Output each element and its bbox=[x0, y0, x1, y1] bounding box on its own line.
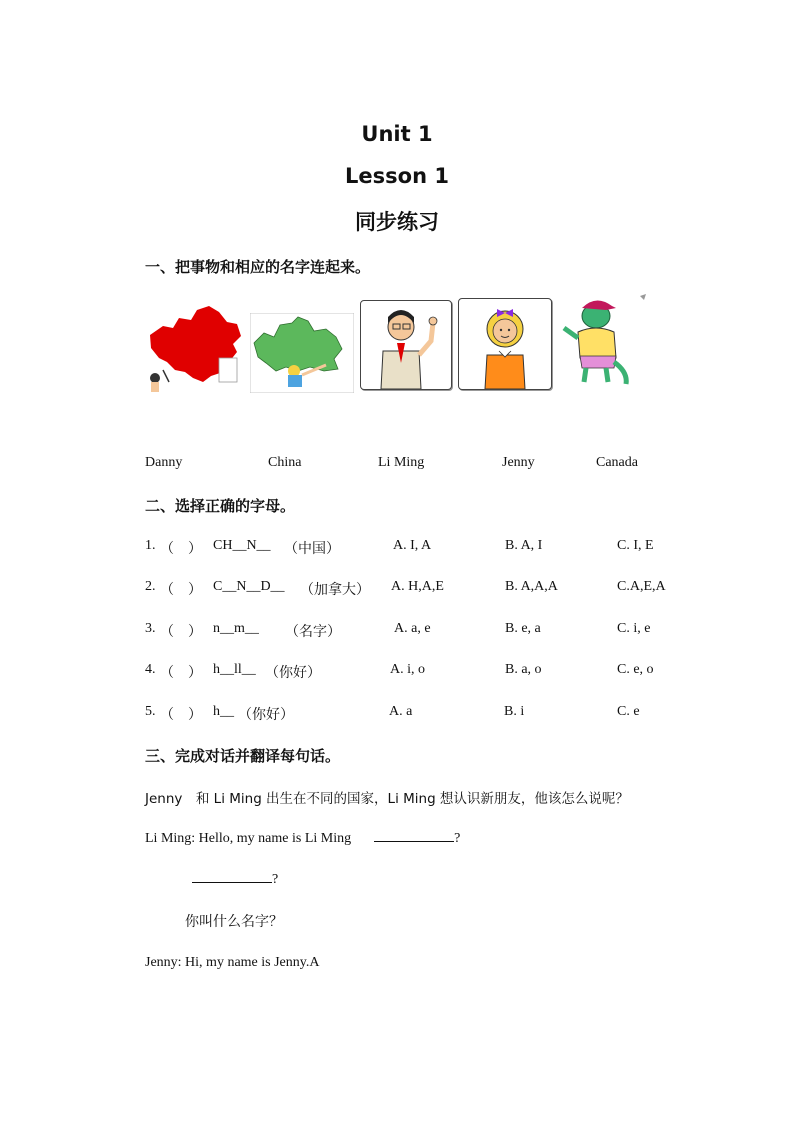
option-c: C. i, e bbox=[617, 621, 651, 636]
option-c: C. e, o bbox=[617, 662, 654, 677]
question-word: C__N__D__ bbox=[213, 579, 285, 594]
question-number: 3. bbox=[145, 621, 156, 636]
dialogue-line-li-ming bbox=[145, 829, 460, 847]
question-number: 1. bbox=[145, 538, 156, 553]
question-word: h__ll__ bbox=[213, 662, 256, 677]
question-mark: ? bbox=[272, 872, 279, 887]
dialogue-text: Li Ming: Hello, my name is Li Ming bbox=[145, 831, 352, 846]
option-c: C.A,E,A bbox=[617, 579, 666, 594]
answer-paren: （ ） bbox=[160, 665, 202, 681]
question-word: n__m__ bbox=[213, 621, 259, 636]
page-subtitle: 同步练习 bbox=[355, 210, 439, 234]
option-a: A. i, o bbox=[390, 662, 425, 677]
dialogue-intro: Jenny 和 Li Ming 出生在不同的国家，Li Ming 想认识新朋友，他该怎么说呢？ bbox=[145, 791, 629, 807]
option-b: B. A,A,A bbox=[505, 579, 558, 594]
name-jenny: Jenny bbox=[502, 455, 535, 470]
answer-paren: （ ） bbox=[160, 541, 202, 557]
question-hint: （名字） bbox=[285, 624, 341, 640]
section-2-heading: 二、选择正确的字母。 bbox=[145, 497, 296, 515]
lesson-title: Lesson 1 bbox=[345, 164, 449, 188]
option-b: B. a, o bbox=[505, 662, 542, 677]
question-number: 4. bbox=[145, 662, 156, 677]
question-word: h__ bbox=[213, 704, 234, 719]
question-word: CH__N__ bbox=[213, 538, 271, 553]
jenny-image bbox=[458, 298, 552, 390]
option-b: B. A, I bbox=[505, 538, 543, 553]
option-c: C. I, E bbox=[617, 538, 654, 553]
option-c: C. e bbox=[617, 704, 640, 719]
name-danny: Danny bbox=[145, 455, 183, 470]
canada-map-image bbox=[250, 313, 354, 393]
translation-text: 你叫什么名字？ bbox=[185, 914, 283, 930]
name-china: China bbox=[268, 455, 302, 470]
unit-title: Unit 1 bbox=[361, 122, 433, 146]
li-ming-image bbox=[360, 300, 452, 390]
option-b: B. e, a bbox=[505, 621, 541, 636]
answer-paren: （ ） bbox=[160, 624, 202, 640]
option-b: B. i bbox=[504, 704, 525, 719]
answer-paren: （ ） bbox=[160, 582, 202, 598]
danny-image bbox=[556, 292, 648, 386]
question-number: 2. bbox=[145, 579, 156, 594]
question-hint: （加拿大） bbox=[300, 582, 370, 598]
dialogue-line-blank bbox=[192, 870, 278, 888]
option-a: A. H,A,E bbox=[391, 579, 444, 594]
dialogue-line-jenny: Jenny: Hi, my name is Jenny.A bbox=[145, 955, 320, 970]
section-1-heading: 一、把事物和相应的名字连起来。 bbox=[145, 258, 371, 276]
answer-blank[interactable] bbox=[374, 829, 454, 842]
question-number: 5. bbox=[145, 704, 156, 719]
option-a: A. I, A bbox=[393, 538, 432, 553]
name-canada: Canada bbox=[596, 455, 638, 470]
china-map-image bbox=[145, 300, 248, 392]
name-li-ming: Li Ming bbox=[378, 455, 425, 470]
question-hint: （中国） bbox=[284, 541, 340, 557]
option-a: A. a bbox=[389, 704, 413, 719]
question-hint: （你好） bbox=[238, 707, 294, 723]
question-mark: ? bbox=[454, 831, 461, 846]
question-hint: （你好） bbox=[265, 665, 321, 681]
section-3-heading: 三、完成对话并翻译每句话。 bbox=[145, 747, 341, 765]
answer-blank[interactable] bbox=[192, 870, 272, 883]
answer-paren: （ ） bbox=[160, 707, 202, 723]
option-a: A. a, e bbox=[394, 621, 431, 636]
